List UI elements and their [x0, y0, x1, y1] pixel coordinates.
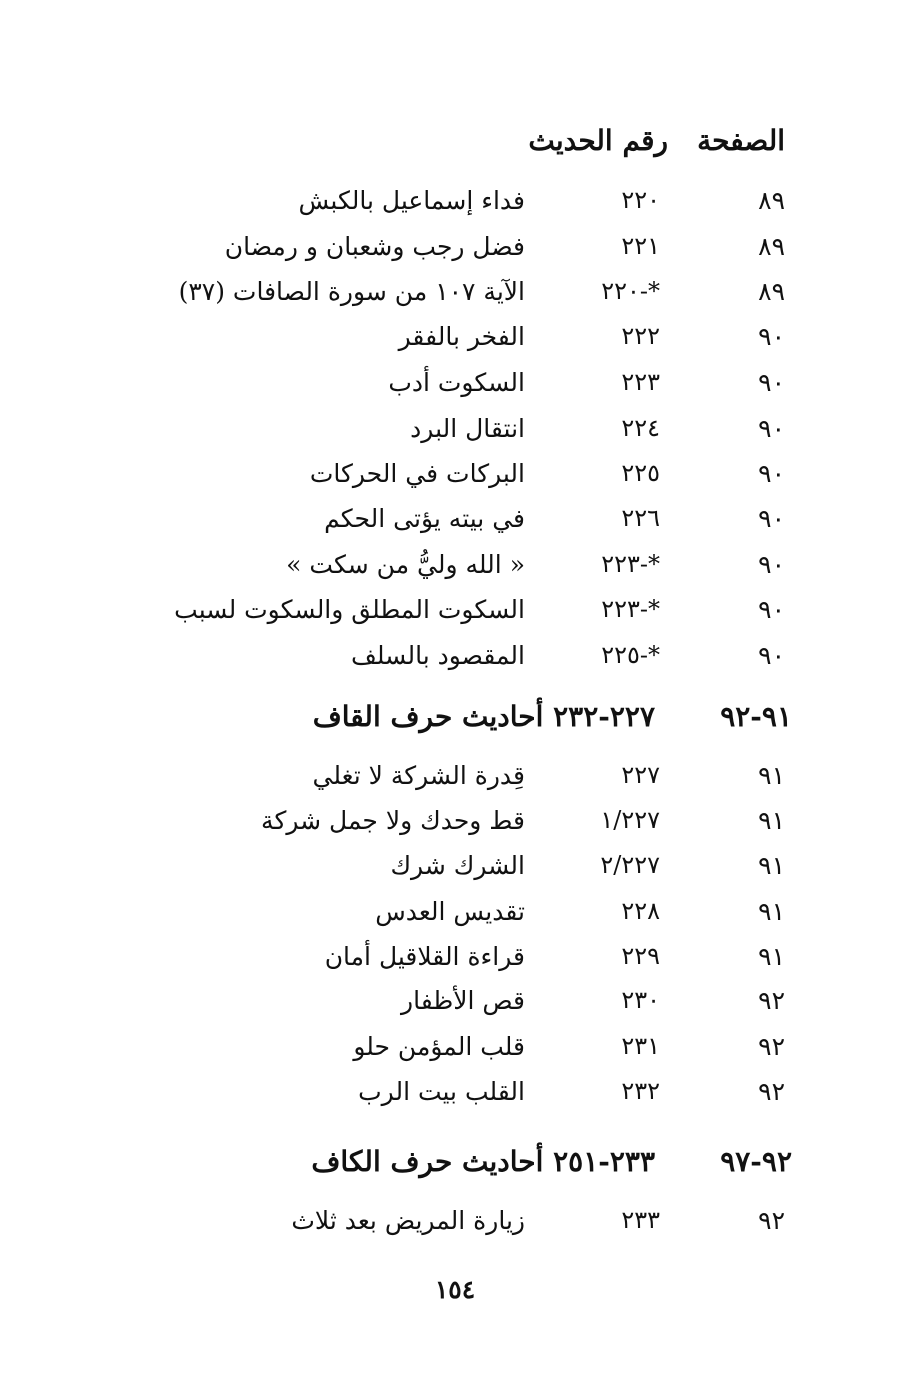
- index-row: [0, 806, 910, 850]
- index-row: [0, 322, 910, 366]
- row-page: ٨٩: [758, 232, 785, 261]
- row-number: ٢٢٢: [621, 322, 660, 350]
- page-number: ١٥٤: [434, 1275, 476, 1304]
- row-title: في بيته يؤتى الحكم: [324, 504, 525, 533]
- row-number: ٢٢٠: [621, 186, 660, 214]
- row-number: ٢٢١: [621, 232, 660, 260]
- row-number: ٢٢٤: [621, 414, 660, 442]
- row-number: ٢٢٩: [621, 942, 660, 970]
- row-title: قِدرة الشركة لا تغلي: [312, 761, 525, 790]
- row-number: ٢٣٣: [621, 1206, 660, 1234]
- row-page: ٩٢: [758, 1032, 785, 1061]
- index-row: [0, 897, 910, 941]
- index-row: [0, 641, 910, 685]
- row-title: السكوت المطلق والسكوت لسبب: [174, 595, 525, 624]
- index-row: [0, 277, 910, 321]
- row-number: ٢٢٥: [621, 459, 660, 487]
- row-title: تقديس العدس: [375, 897, 525, 926]
- row-title: الشرك شرك: [390, 851, 525, 880]
- index-row: [0, 942, 910, 986]
- row-page: ٩٢: [758, 986, 785, 1015]
- row-page: ٩٠: [758, 504, 785, 533]
- row-page: ٩٠: [758, 322, 785, 351]
- row-number: ٢/٢٢٧: [600, 851, 660, 879]
- index-row: [0, 550, 910, 594]
- index-row: [0, 761, 910, 805]
- row-title: « الله وليُّ من سكت »: [286, 550, 525, 579]
- row-page: ٩١: [758, 761, 785, 790]
- section-page-range: ٩١-٩٢: [720, 700, 792, 733]
- row-number: ١/٢٢٧: [600, 806, 660, 834]
- index-row: [0, 186, 910, 230]
- row-title: السكوت أدب: [388, 368, 525, 397]
- row-page: ٩٠: [758, 414, 785, 443]
- row-page: ٩١: [758, 851, 785, 880]
- row-page: ٩٠: [758, 641, 785, 670]
- index-row: [0, 368, 910, 412]
- page-column-header: الصفحة: [697, 124, 785, 157]
- index-row: [0, 1077, 910, 1121]
- index-row: [0, 459, 910, 503]
- row-title: فداء إسماعيل بالكبش: [298, 186, 525, 215]
- index-row: [0, 595, 910, 639]
- row-page: ٨٩: [758, 277, 785, 306]
- row-number: ٢٢٦: [621, 504, 660, 532]
- row-number: *-٢٢٠: [601, 277, 660, 305]
- section-title: ٢٢٧-٢٣٢ أحاديث حرف القاف: [312, 700, 655, 733]
- row-title: البركات في الحركات: [309, 459, 525, 488]
- section-title: ٢٣٣-٢٥١ أحاديث حرف الكاف: [311, 1145, 655, 1178]
- row-title: قص الأظفار: [401, 986, 525, 1015]
- row-page: ٩٠: [758, 368, 785, 397]
- row-number: *-٢٢٥: [601, 641, 660, 669]
- row-title: انتقال البرد: [410, 414, 525, 443]
- row-title: قلب المؤمن حلو: [353, 1032, 525, 1061]
- section-heading-qaf: [0, 700, 910, 744]
- row-title: الفخر بالفقر: [398, 322, 525, 351]
- row-title: الآية ١٠٧ من سورة الصافات (٣٧): [178, 277, 525, 306]
- row-number: *-٢٢٣: [601, 550, 660, 578]
- row-number: ٢٢٧: [621, 761, 660, 789]
- row-title: فضل رجب وشعبان و رمضان: [224, 232, 525, 261]
- row-title: المقصود بالسلف: [351, 641, 525, 670]
- row-page: ٩٠: [758, 459, 785, 488]
- index-row: [0, 504, 910, 548]
- row-page: ٩٠: [758, 595, 785, 624]
- row-number: *-٢٢٣: [601, 595, 660, 623]
- column-header-row: [0, 124, 910, 168]
- row-number: ٢٢٣: [621, 368, 660, 396]
- row-title: زيارة المريض بعد ثلاث: [291, 1206, 525, 1235]
- row-page: ٩١: [758, 897, 785, 926]
- row-page: ٩٢: [758, 1077, 785, 1106]
- row-number: ٢٣١: [621, 1032, 660, 1060]
- row-number: ٢٣٠: [621, 986, 660, 1014]
- row-page: ٩٠: [758, 550, 785, 579]
- index-row: [0, 414, 910, 458]
- index-row: [0, 1206, 910, 1250]
- row-page: ٩٢: [758, 1206, 785, 1235]
- index-row: [0, 986, 910, 1030]
- row-title: قط وحدك ولا جمل شركة: [261, 806, 525, 835]
- row-page: ٩١: [758, 942, 785, 971]
- section-heading-kaf: [0, 1145, 910, 1189]
- index-row: [0, 232, 910, 276]
- row-title: القلب بيت الرب: [358, 1077, 525, 1106]
- index-row: [0, 1032, 910, 1076]
- hadith-number-column-header: رقم الحديث: [528, 124, 668, 157]
- section-page-range: ٩٢-٩٧: [720, 1145, 792, 1178]
- index-row: [0, 851, 910, 895]
- row-number: ٢٢٨: [621, 897, 660, 925]
- row-page: ٩١: [758, 806, 785, 835]
- row-page: ٨٩: [758, 186, 785, 215]
- row-title: قراءة القلاقيل أمان: [324, 942, 525, 971]
- row-number: ٢٣٢: [621, 1077, 660, 1105]
